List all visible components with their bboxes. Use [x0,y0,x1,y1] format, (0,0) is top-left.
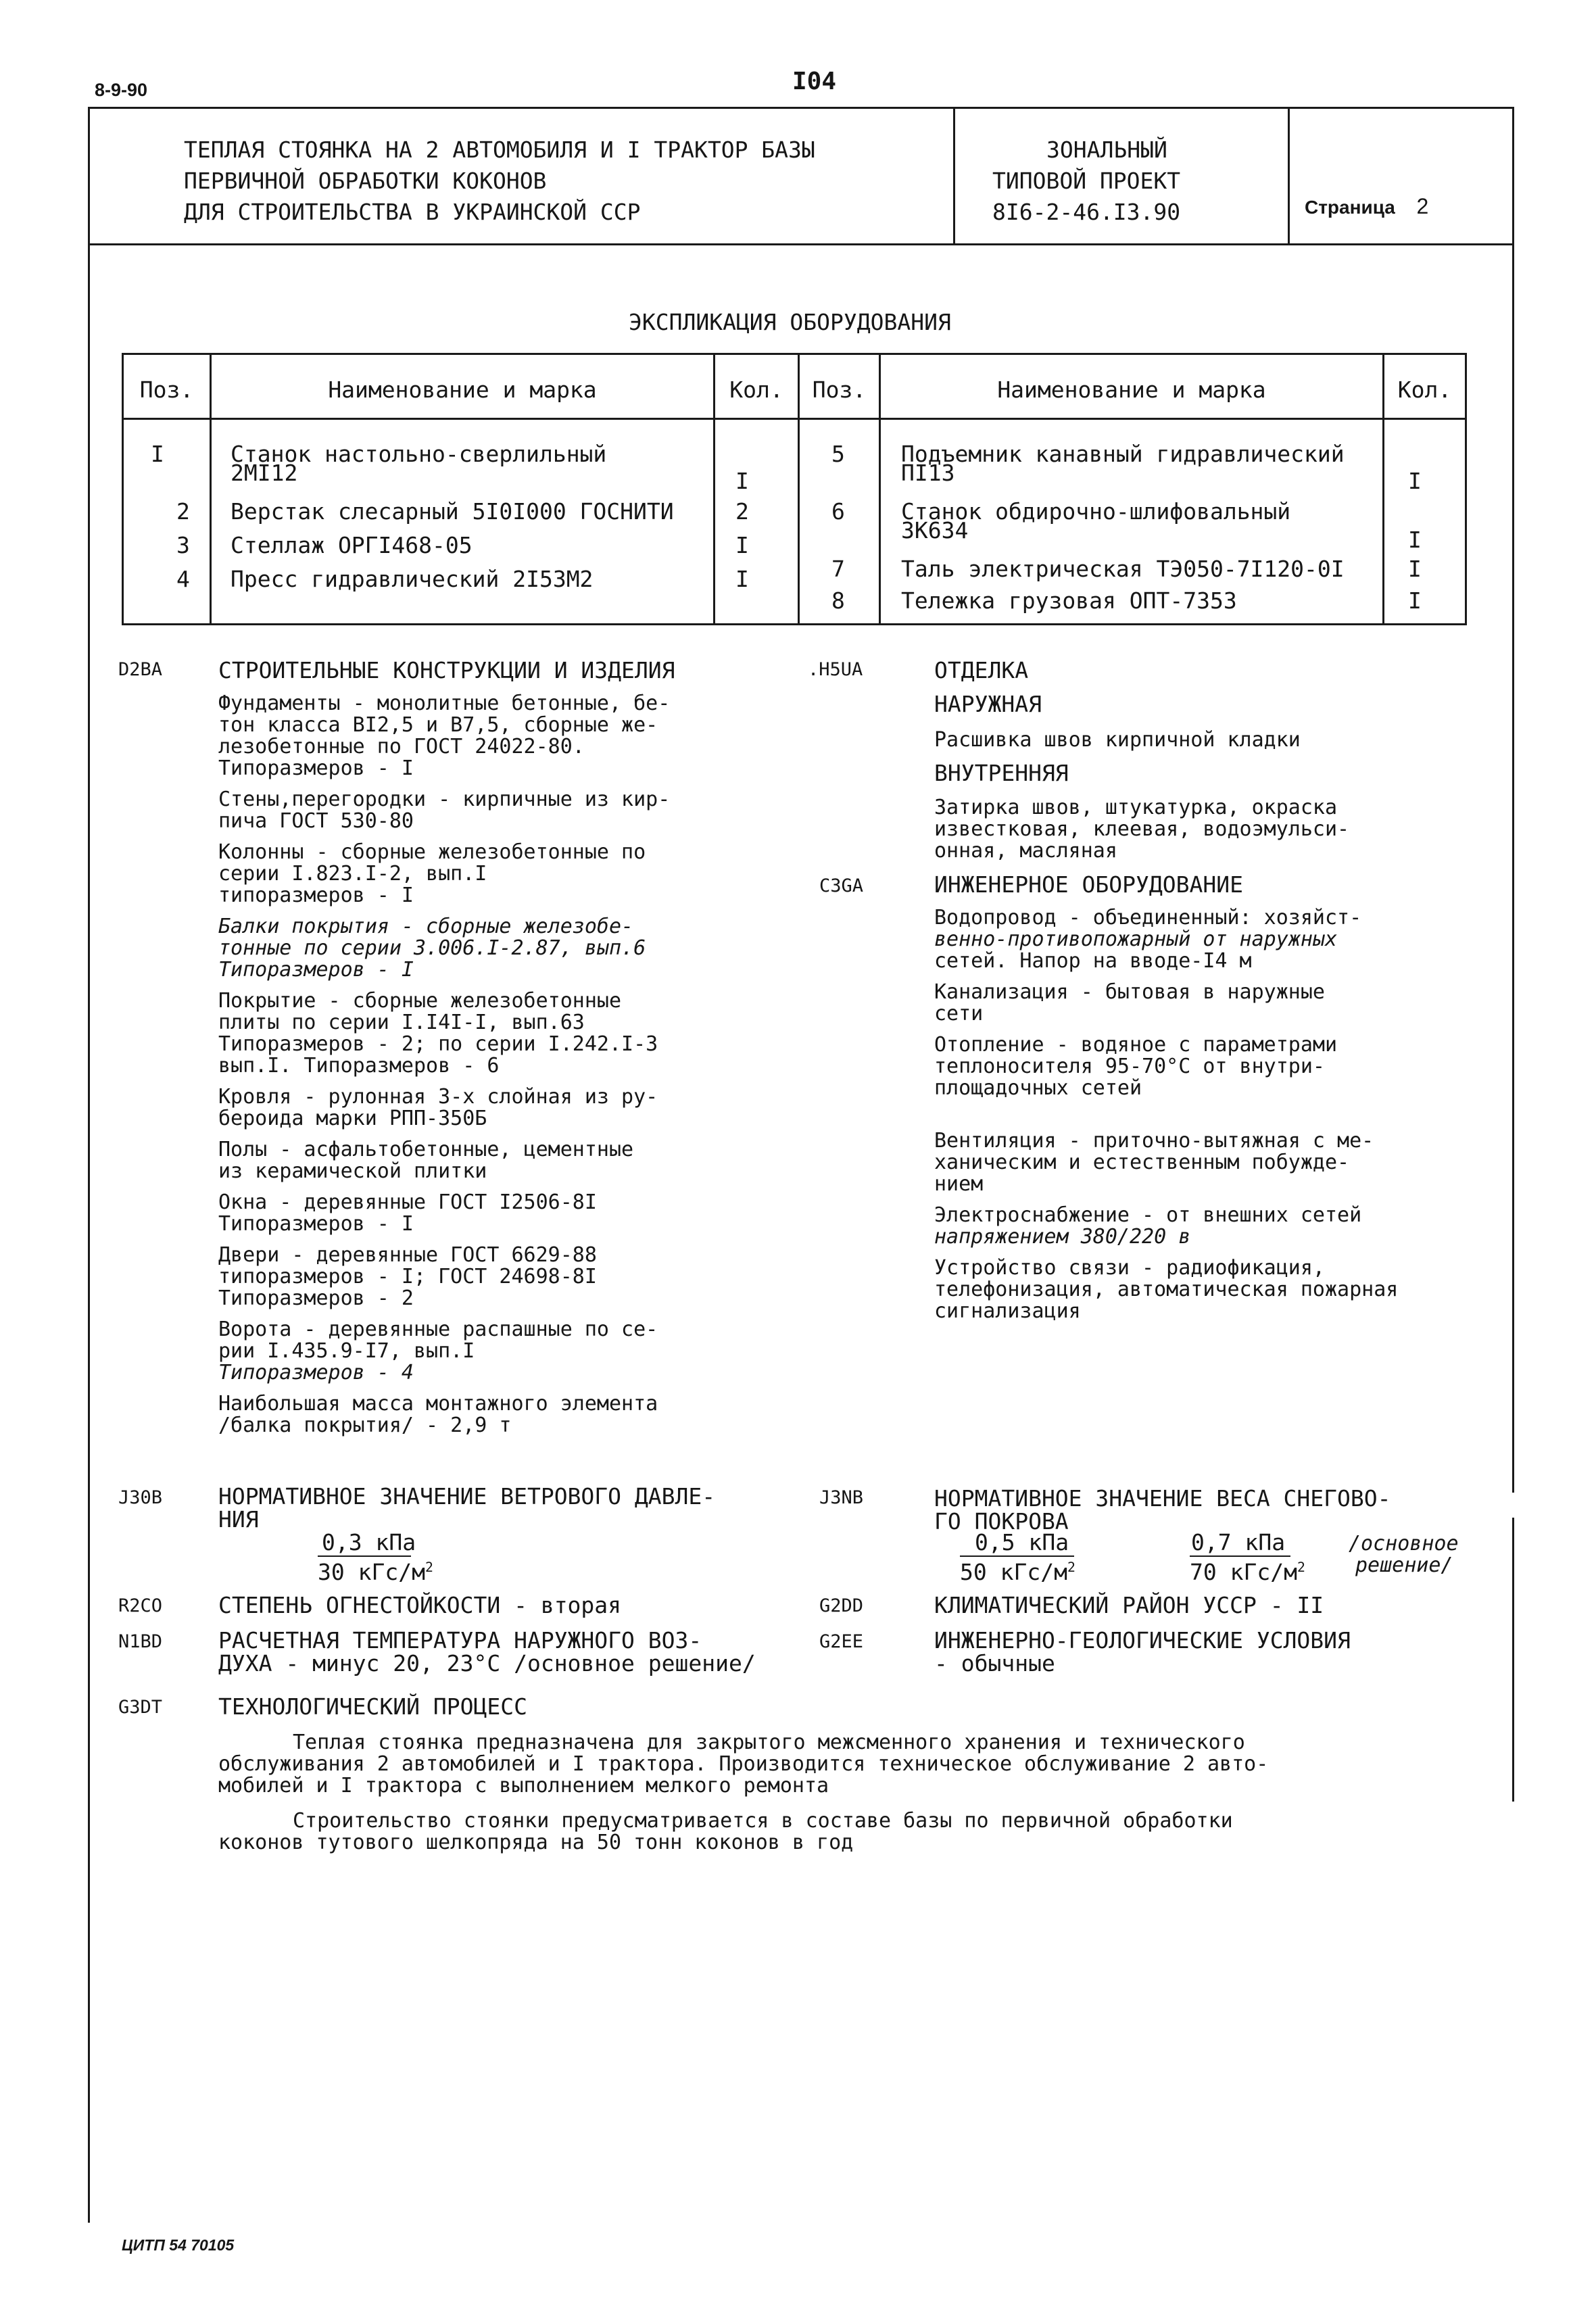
outer-text: Расшивка швов кирпичной кладки [934,728,1301,752]
title-line: ТЕПЛАЯ СТОЯНКА НА 2 АВТОМОБИЛЯ И I ТРАКТОР БАЗЫ [184,137,815,163]
engineering-heading: ИНЖЕНЕРНОЕ ОБОРУДОВАНИЕ [934,871,1243,898]
item-line: Устройство связи - радиофикация, [934,1256,1325,1280]
row-qty: I [1408,556,1422,582]
temperature-text [218,1629,756,1675]
row-name: Подъемник канавный гидравлический [901,441,1345,467]
item-line: типоразмеров - I [218,884,414,907]
section-code: D2BA [118,659,163,680]
section-code: .H5UA [808,659,863,680]
heading-line: НОРМАТИВНОЕ ЗНАЧЕНИЕ ВЕСА СНЕГОВО- [934,1485,1391,1512]
item-line: тон класса BI2,5 и B7,5, сборные же- [218,713,658,737]
section-code: J30B [118,1487,163,1508]
item-line: плиты по серии I.I4I-I, вып.63 [218,1011,585,1034]
process-heading: ТЕХНОЛОГИЧЕСКИЙ ПРОЦЕСС [218,1693,527,1720]
item-line: Типоразмеров - 2; по серии I.242.I-3 [218,1032,658,1056]
snow-numerator-2: 0,7 кПа [1191,1529,1286,1555]
paragraph-line: Теплая стоянка предназначена для закрытого межсменного хранения и технического [293,1731,1245,1754]
process-paragraph-2 [218,1810,1233,1854]
row-name: Тележка грузовая ОПТ-7353 [901,587,1237,614]
item-line: Вентиляция - приточно-вытяжная с ме- [934,1129,1374,1153]
snow-fraction-1 [960,1531,1075,1584]
structure-item [218,1393,670,1437]
note-line: решение/ [1355,1553,1453,1577]
geology-text [934,1629,1351,1675]
geology-line: ИНЖЕНЕРНО-ГЕОЛОГИЧЕСКИЕ УСЛОВИЯ [934,1627,1351,1654]
engineering-item [934,1034,1398,1099]
item-line: Фундаменты - монолитные бетонные, бе- [218,692,671,715]
row-qty: I [1408,527,1422,553]
item-line: Покрытие - сборные железобетонные [218,989,622,1013]
wind-denominator: 30 кГс/м [318,1559,425,1585]
snow-note [1349,1533,1459,1576]
sheet-label-group [1305,194,1428,219]
row-pos: 8 [831,587,845,614]
heading-line: НОРМАТИВНОЕ ЗНАЧЕНИЕ ВЕТРОВОГО ДАВЛЕ- [218,1483,716,1510]
row-name: Станок настольно-сверлильный [231,441,607,467]
engineering-item [934,1257,1398,1322]
structure-item [218,789,670,832]
row-name: Таль электрическая ТЭ050-7I120-0I [901,556,1345,582]
section-code: C3GA [819,875,864,896]
item-line: Ворота - деревянные распашные по се- [218,1318,658,1341]
item-line: Двери - деревянные ГОСТ 6629-88 [218,1243,597,1267]
note-line: /основное [1349,1532,1459,1555]
inner-heading: ВНУТРЕННЯЯ [934,760,1069,786]
sheet-number: 2 [1416,194,1429,218]
row-name: Пресс гидравлический 2I53М2 [231,566,594,592]
snow-exponent-2: 2 [1297,1560,1305,1575]
item-line: Окна - деревянные ГОСТ I2506-8I [218,1190,597,1214]
project-line: ЗОНАЛЬНЫЙ [1046,137,1167,163]
engineering-item [934,982,1398,1025]
row-name: Станок обдирочно-шлифовальный [901,498,1291,525]
row-pos: 2 [176,498,190,525]
engineering-item [934,907,1398,972]
item-line: сетей. Напор на вводе-I4 м [934,949,1252,973]
heading-line: ГО ПОКРОВА [934,1508,1069,1535]
row-qty: I [1408,587,1422,614]
section-code: G2EE [819,1631,864,1652]
outer-heading: НАРУЖНАЯ [934,691,1042,717]
structure-item [218,842,670,907]
row-qty: 2 [735,498,749,525]
temperature-line: РАСЧЕТНАЯ ТЕМПЕРАТУРА НАРУЖНОГО ВОЗ- [218,1627,702,1654]
item-line: бероида марки РПП-350Б [218,1107,487,1130]
row-pos: 7 [831,556,845,582]
process-paragraph-1 [218,1732,1268,1797]
row-pos: 5 [831,441,845,467]
finishing-section [934,659,1349,862]
item-line: Стены,перегородки - кирпичные из кир- [218,788,671,811]
item-line: пича ГОСТ 530-80 [218,809,414,833]
header-name-right: Наименование и марка [997,377,1266,403]
header-name-left: Наименование и марка [328,377,597,403]
item-line: сети [934,1002,984,1026]
header-pos-right: Поз. [812,377,867,403]
wind-heading [218,1485,715,1531]
structure-item [218,1139,670,1182]
section-code: R2CO [118,1595,163,1616]
row-name: 3К634 [901,517,969,544]
title-block-title [184,139,815,224]
snow-fraction-2 [1190,1531,1305,1584]
geology-line: - обычные [934,1650,1055,1676]
row-pos: 6 [831,498,845,525]
item-line: Канализация - бытовая в наружные [934,980,1325,1004]
structure-item [218,1245,670,1309]
engineering-list [934,907,1398,1322]
structures-list [218,693,670,1437]
item-line: рии I.435.9-I7, вып.I [218,1339,475,1363]
row-pos: I [151,441,164,467]
corner-code: 8-9-90 [95,80,148,100]
item-line: ханическим и естественным побужде- [934,1151,1350,1174]
finish-heading: ОТДЕЛКА [934,657,1029,683]
page-number: I04 [792,68,837,95]
row-name: Стеллаж ОРГI468-05 [231,532,473,558]
structure-item [218,1192,670,1235]
title-block-project [992,139,1180,224]
section-code: G2DD [819,1595,864,1616]
item-line: теплоносителя 95-70°C от внутри- [934,1055,1325,1078]
item-line: Полы - асфальтобетонные, цементные [218,1138,634,1161]
heading-line: НИЯ [218,1506,259,1533]
item-line: типоразмеров - I; ГОСТ 24698-8I [218,1265,597,1288]
item-line: Типоразмеров - I [218,958,414,982]
structure-item [218,990,670,1077]
paragraph-line: обслуживания 2 автомобилей и I трактора. Производится техническое обслуживание 2 авто- [218,1752,1269,1776]
structure-item [218,1086,670,1130]
item-line: лезобетонные по ГОСТ 24022-80. [218,735,585,758]
row-pos: 3 [176,532,190,558]
row-pos: 4 [176,566,190,592]
header-pos-left: Поз. [139,377,194,403]
item-line: телефонизация, автоматическая пожарная [934,1278,1399,1301]
item-line: вып.I. Типоразмеров - 6 [218,1054,500,1078]
climate-region: КЛИМАТИЧЕСКИЙ РАЙОН УССР - II [934,1592,1324,1618]
equipment-caption: ЭКСПЛИКАЦИЯ ОБОРУДОВАНИЯ [629,309,951,335]
wind-numerator: 0,3 кПа [322,1529,416,1555]
item-line: нием [934,1172,984,1196]
engineering-item [934,1205,1398,1248]
item-line: Типоразмеров - 2 [218,1286,414,1310]
fire-resistance: СТЕПЕНЬ ОГНЕСТОЙКОСТИ - вторая [218,1592,622,1618]
wind-fraction [318,1531,433,1584]
project-line: ТИПОВОЙ ПРОЕКТ [992,168,1181,194]
item-line: напряжением 380/220 в [934,1225,1191,1249]
title-line: ДЛЯ СТРОИТЕЛЬСТВА В УКРАИНСКОЙ ССР [184,199,641,225]
snow-denominator-2: 70 кГс/м [1190,1559,1297,1585]
item-line: тонные по серии 3.006.I-2.87, вып.6 [218,936,646,960]
row-qty: I [735,566,749,592]
temperature-line: ДУХА - минус 20, 23°C /основное решение/ [218,1650,756,1676]
wind-exponent: 2 [425,1560,433,1575]
row-name: Верстак слесарный 5I0I000 ГОСНИТИ [231,498,674,525]
item-line: площадочных сетей [934,1076,1142,1100]
item-line: Водопровод - объединенный: хозяйст- [934,906,1362,930]
item-line: Колонны - сборные железобетонные по [218,840,646,864]
paragraph-line: мобилей и I трактора с выполнением мелкого ремонта [218,1774,829,1798]
item-line: Электроснабжение - от внешних сетей [934,1203,1362,1227]
section-code: G3DT [118,1697,163,1718]
row-qty: I [735,532,749,558]
snow-numerator-1: 0,5 кПа [975,1529,1069,1555]
section-code: J3NB [819,1487,864,1508]
row-name: 2МI12 [231,460,298,486]
item-line: Типоразмеров - 4 [218,1361,414,1384]
item-line: Отопление - водяное с параметрами [934,1033,1338,1057]
row-qty: I [735,468,749,494]
snow-denominator-1: 50 кГс/м [960,1559,1067,1585]
snow-exponent-1: 2 [1067,1560,1075,1575]
inner-text-line: Затирка швов, штукатурка, окраска [934,796,1338,819]
item-line: из керамической плитки [218,1159,487,1183]
item-line: Типоразмеров - I [218,756,414,780]
sheet-label: Страница [1305,197,1395,218]
engineering-item [934,1130,1398,1195]
section-code: N1BD [118,1631,163,1652]
paragraph-line: коконов тутового шелкопряда на 50 тонн коконов в год [218,1831,854,1854]
title-line: ПЕРВИЧНОЙ ОБРАБОТКИ КОКОНОВ [184,168,547,194]
inner-text-line: известковая, клеевая, водоэмульси- [934,817,1350,841]
structure-item [218,916,670,981]
item-line: Кровля - рулонная 3-х слойная из ру- [218,1085,658,1109]
structure-item [218,1319,670,1384]
structure-item [218,693,670,779]
item-line: сигнализация [934,1299,1081,1323]
item-line: венно-противопожарный от наружных [934,927,1338,951]
header-qty-left: Кол. [729,377,783,403]
item-line: Балки покрытия - сборные железобе- [218,915,634,938]
row-name: ПI13 [901,460,955,486]
item-line: Наибольшая масса монтажного элемента [218,1392,658,1416]
item-line: Типоразмеров - I [218,1212,414,1236]
inner-text-line: онная, масляная [934,839,1117,863]
footer-code: ЦИТП 54 70105 [122,2236,235,2254]
project-line: 8I6-2-46.I3.90 [992,199,1181,225]
header-qty-right: Кол. [1397,377,1452,403]
item-line: серии I.823.I-2, вып.I [218,862,487,886]
paragraph-line: Строительство стоянки предусматривается в составе базы по первичной обработки [293,1809,1233,1833]
row-qty: I [1408,468,1422,494]
item-line: /балка покрытия/ - 2,9 т [218,1414,512,1437]
snow-heading [934,1487,1391,1533]
section-heading: СТРОИТЕЛЬНЫЕ КОНСТРУКЦИИ И ИЗДЕЛИЯ [218,657,675,683]
